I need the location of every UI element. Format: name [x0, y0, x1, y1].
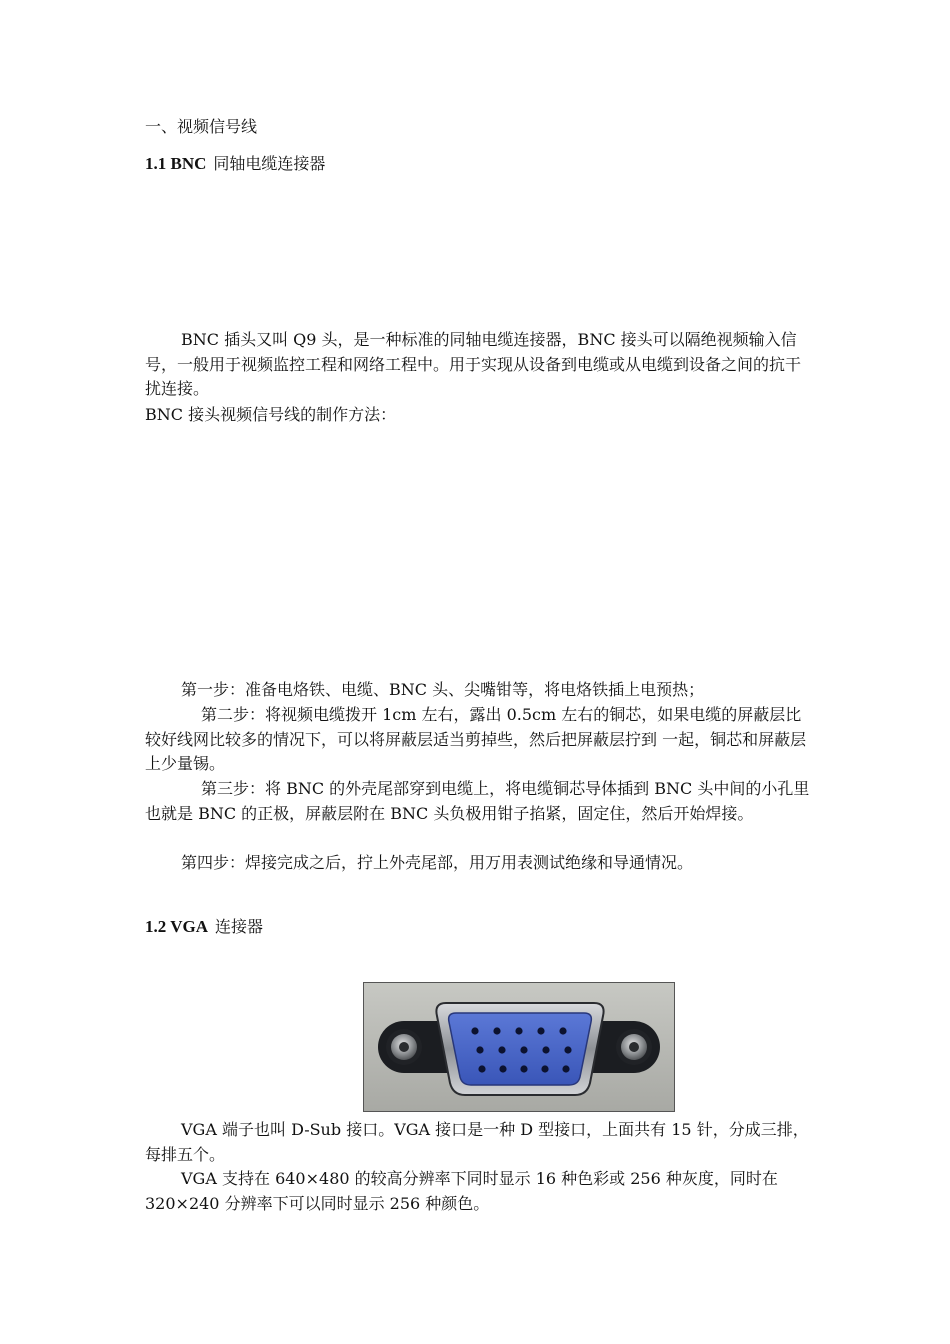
left-screw	[386, 1029, 422, 1065]
vga-heading-text: 连接器	[214, 917, 263, 936]
bnc-intro-paragraph: BNC 插头又叫 Q9 头，是一种标准的同轴电缆连接器，BNC 接头可以隔绝视频输入信号，一般用于视频监控工程和网络工程中。用于实现从设备到电缆或从电缆到设备之间的抗干扰连接。	[145, 330, 802, 398]
section-title: 一、视频信号线	[145, 117, 258, 136]
vga-heading	[145, 915, 263, 939]
vga-paragraph-2: VGA 支持在 640×480 的较高分辨率下同时显示 16 种色彩或 256 种灰度，同时在 320×240 分辨率下可以同时显示 256 种颜色。	[145, 1169, 778, 1213]
bnc-heading-number: 1.1 BNC	[145, 154, 207, 173]
bnc-step-2: 第二步：将视频电缆拨开 1cm 左右，露出 0.5cm 左右的铜芯，如果电缆的屏蔽层比较好线网比较多的情况下，可以将屏蔽层适当剪掉些，然后把屏蔽层拧到 一起，铜芯和屏蔽层上少量锡。	[145, 705, 807, 773]
vga-connector-illustration	[364, 983, 674, 1111]
bnc-method-title: BNC 接头视频信号线的制作方法：	[145, 405, 397, 424]
bnc-heading	[145, 152, 325, 176]
bnc-step-3: 第三步：将 BNC 的外壳尾部穿到电缆上，将电缆铜芯导体插到 BNC 头中间的小孔里也就是 BNC 的正极，屏蔽层附在 BNC 头负极用钳子掐紧，固定住，然后开始焊接。	[145, 779, 810, 823]
bnc-heading-text: 同轴电缆连接器	[213, 154, 326, 173]
bnc-step-1: 第一步：准备电烙铁、电缆、BNC 头、尖嘴钳等，将电烙铁插上电预热；	[181, 680, 705, 699]
right-screw	[616, 1029, 652, 1065]
vga-connector-photo	[363, 982, 675, 1112]
vga-paragraph-1: VGA 端子也叫 D-Sub 接口。VGA 接口是一种 D 型接口，上面共有 15 针，分成三排，每排五个。	[145, 1120, 809, 1164]
bnc-step-4: 第四步：焊接完成之后，拧上外壳尾部，用万用表测试绝缘和导通情况。	[181, 853, 694, 872]
vga-heading-number: 1.2 VGA	[145, 917, 208, 936]
